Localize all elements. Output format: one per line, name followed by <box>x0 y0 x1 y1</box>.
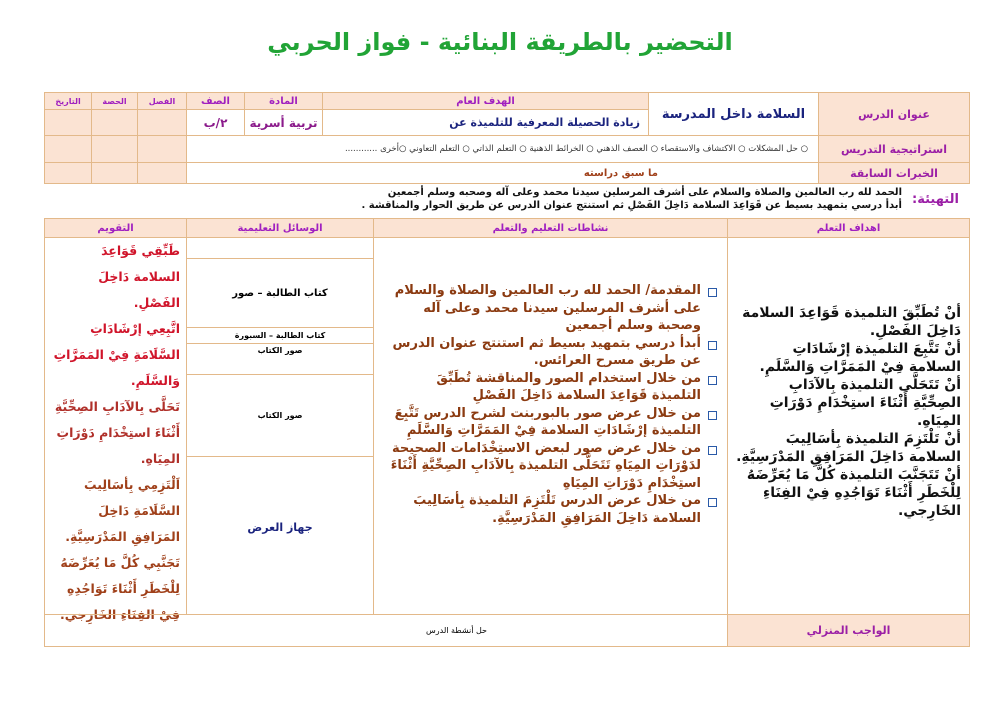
date-label: التاريخ <box>44 92 92 110</box>
activities-cell <box>373 237 728 615</box>
divider <box>44 162 187 163</box>
evaluation-item: اَلْتَزِمِي بِأسَالِيبَ السَّلَامَةِ دَاخِلَ المَرَافِقِ المَدْرَسِيَّةِ. <box>65 477 180 544</box>
objective-item: أنْ تَتَجَنَّبَ التلميذة كُلَّ مَا يُعَرِّضَهُ لِلْخَطَرِ أَثْنَاءَ تَوَاجُدِهِ فِيْ الفِنَاءِ الخَارِجي. <box>746 467 961 519</box>
intro-text <box>342 186 902 212</box>
section-label: الفصل <box>137 92 187 110</box>
col-objectives: اهداف التعلم <box>727 218 970 238</box>
label-text: الواجب المنزلي <box>806 624 891 637</box>
col-activities: نشاطات التعليم والتعلم <box>373 218 728 238</box>
prior-label <box>818 162 970 184</box>
lesson-title-label <box>818 92 970 136</box>
evaluation-item: اتَّبِعِي إرْشَادَاتِ السَّلَامَةِ فِيْ المَمَرَّاتِ وَالسَّلَمِ. <box>53 321 180 388</box>
class-value: ٢/ب <box>186 109 245 136</box>
class-label: الصف <box>186 92 245 110</box>
aid-item: كتاب الطالبة – صور <box>187 258 373 328</box>
label-text: عنوان الدرس <box>858 107 930 121</box>
prior-value: ما سبق دراسته <box>186 162 819 184</box>
objectives-cell <box>727 237 970 615</box>
objective-value: زيادة الحصيلة المعرفية للتلميذة عن <box>322 109 649 136</box>
evaluation-item: تَحَلَّى بِالآدَابِ الصِحِّيَّةِ أَثْنَاءَ استِخْدَامِ دَوْرَاتِ المِيَاهِ. <box>54 399 180 466</box>
strategies: ○ حل المشكلات ○ الاكتشاف والاستقصاء ○ العصف الذهني ○ الخرائط الذهنية ○ التعلم الذاتي ○ التعلم التعاوني ○أخرى ............ <box>186 135 819 163</box>
label-text: الخبرات السابقة <box>850 166 938 180</box>
intro-label: التهيئة: <box>912 192 959 207</box>
strategy-label <box>818 135 970 163</box>
intro-line: الحمد لله رب العالمين والصلاة والسلام على أشرف المرسلين سيدنا محمد وعلى آله وصحبه وسلم أجمعين <box>387 187 902 198</box>
subject-value: تربية أسرية <box>244 109 323 136</box>
aid-item: كتاب الطالبة – السبورة <box>234 331 326 340</box>
aid-item: جهاز العرض <box>247 520 313 534</box>
col-evaluation: التقويم <box>44 218 187 238</box>
aid-item: صور الكتاب <box>187 343 373 375</box>
activity-item: من خلال عرض الدرس تَلْتَزِمَ التلميذة بِأسَالِيبَ السلامة دَاخِلَ المَرَافِقِ المَدْرَسِيَّةِ. <box>390 492 719 527</box>
period-cell <box>91 109 138 184</box>
objective-item: أنْ تُطَبِّقَ التلميذة قَوَاعِدَ السلامة دَاخِلَ الفَصْلِ. <box>742 305 961 339</box>
objective-item: أنْ تَتَّبِعَ التلميذة إرْشَادَاتِ السلامة فِيْ المَمَرَّاتِ وَالسَّلَمِ. <box>759 341 961 375</box>
intro-line: أبدأ درسي بتمهيد بسيط عن قَوَاعِدَ السلامة دَاخِلَ الفَصْلِ ثم استنتج عنوان الدرس عن طريق الحوار والمناقشة . <box>361 200 902 211</box>
subject-label: المادة <box>244 92 323 110</box>
homework-value: حل أنشطة الدرس <box>44 614 728 647</box>
aids-cell <box>186 237 374 615</box>
label-text: استراتيجية التدريس <box>841 142 947 156</box>
aid-item: صور الكتاب <box>187 375 373 457</box>
evaluation-item: طَبِّقِي قَوَاعِدَ السلامة دَاخِلَ الفَصْلِ. <box>98 243 180 310</box>
objective-item: أنْ تَتَحَلَّى التلميذة بِالآدَابِ الصِحِّيَّةِ أَثْنَاءَ استِخْدَامِ دَوْرَاتِ المِيَاهِ. <box>769 377 961 429</box>
page-title: التحضير بالطريقة البنائية - فواز الحربي <box>267 28 733 56</box>
objective-item: أنْ تَلْتَزِمَ التلميذة بِأسَالِيبَ السلامة دَاخِلَ المَرَافِقِ المَدْرَسِيَّةِ. <box>736 431 961 465</box>
evaluation-cell <box>44 237 187 622</box>
activity-item: من خلال عرض صور بالبوربنت لشرح الدرس تَتَّبِعَ التلميذة إرْشَادَاتِ السلامة فِيْ المَمَرَّاتِ وَالسَّلَمِ <box>390 405 719 440</box>
activity-item: من خلال عرض صور لبعض الاستِخْدَامات الصحيحة لدَوْرَاتِ المِيَاهِ تَتَحَلَّى التلميذة بِالآدَابِ الصِحِّيَّةِ أَثْنَاءَ استِخْدَامِ دَوْرَاتِ المِيَاهِ <box>390 440 719 493</box>
col-aids: الوسائل التعليمية <box>186 218 374 238</box>
homework-label <box>727 614 970 647</box>
activity-item: المقدمة/ الحمد لله رب العالمين والصلاة والسلام على أشرف المرسلين سيدنا محمد وعلى آله وصحبة وسلم أجمعين <box>390 282 719 335</box>
activity-item: أبدأ درسي بتمهيد بسيط ثم استنتج عنوان الدرس عن طريق مسرح العرائس. <box>390 335 719 370</box>
objective-label: الهدف العام <box>322 92 649 110</box>
divider <box>44 135 187 136</box>
lesson-title: السلامة داخل المدرسة <box>648 92 819 136</box>
period-label: الحصة <box>91 92 138 110</box>
date-cell <box>44 109 92 184</box>
section-cell <box>137 109 187 184</box>
evaluation-item: تَجَنَّبِي كُلَّ مَا يُعَرِّضَهُ لِلْخَطَرِ أَثْنَاءَ تَوَاجُدِهِ فِيْ الفِنَاءِ الخَارِجي. <box>60 555 180 622</box>
activity-item: من خلال استخدام الصور والمناقشة تُطَبِّقَ التلميذة قَوَاعِدَ السلامة دَاخِلَ الفَصْلِ <box>390 370 719 405</box>
